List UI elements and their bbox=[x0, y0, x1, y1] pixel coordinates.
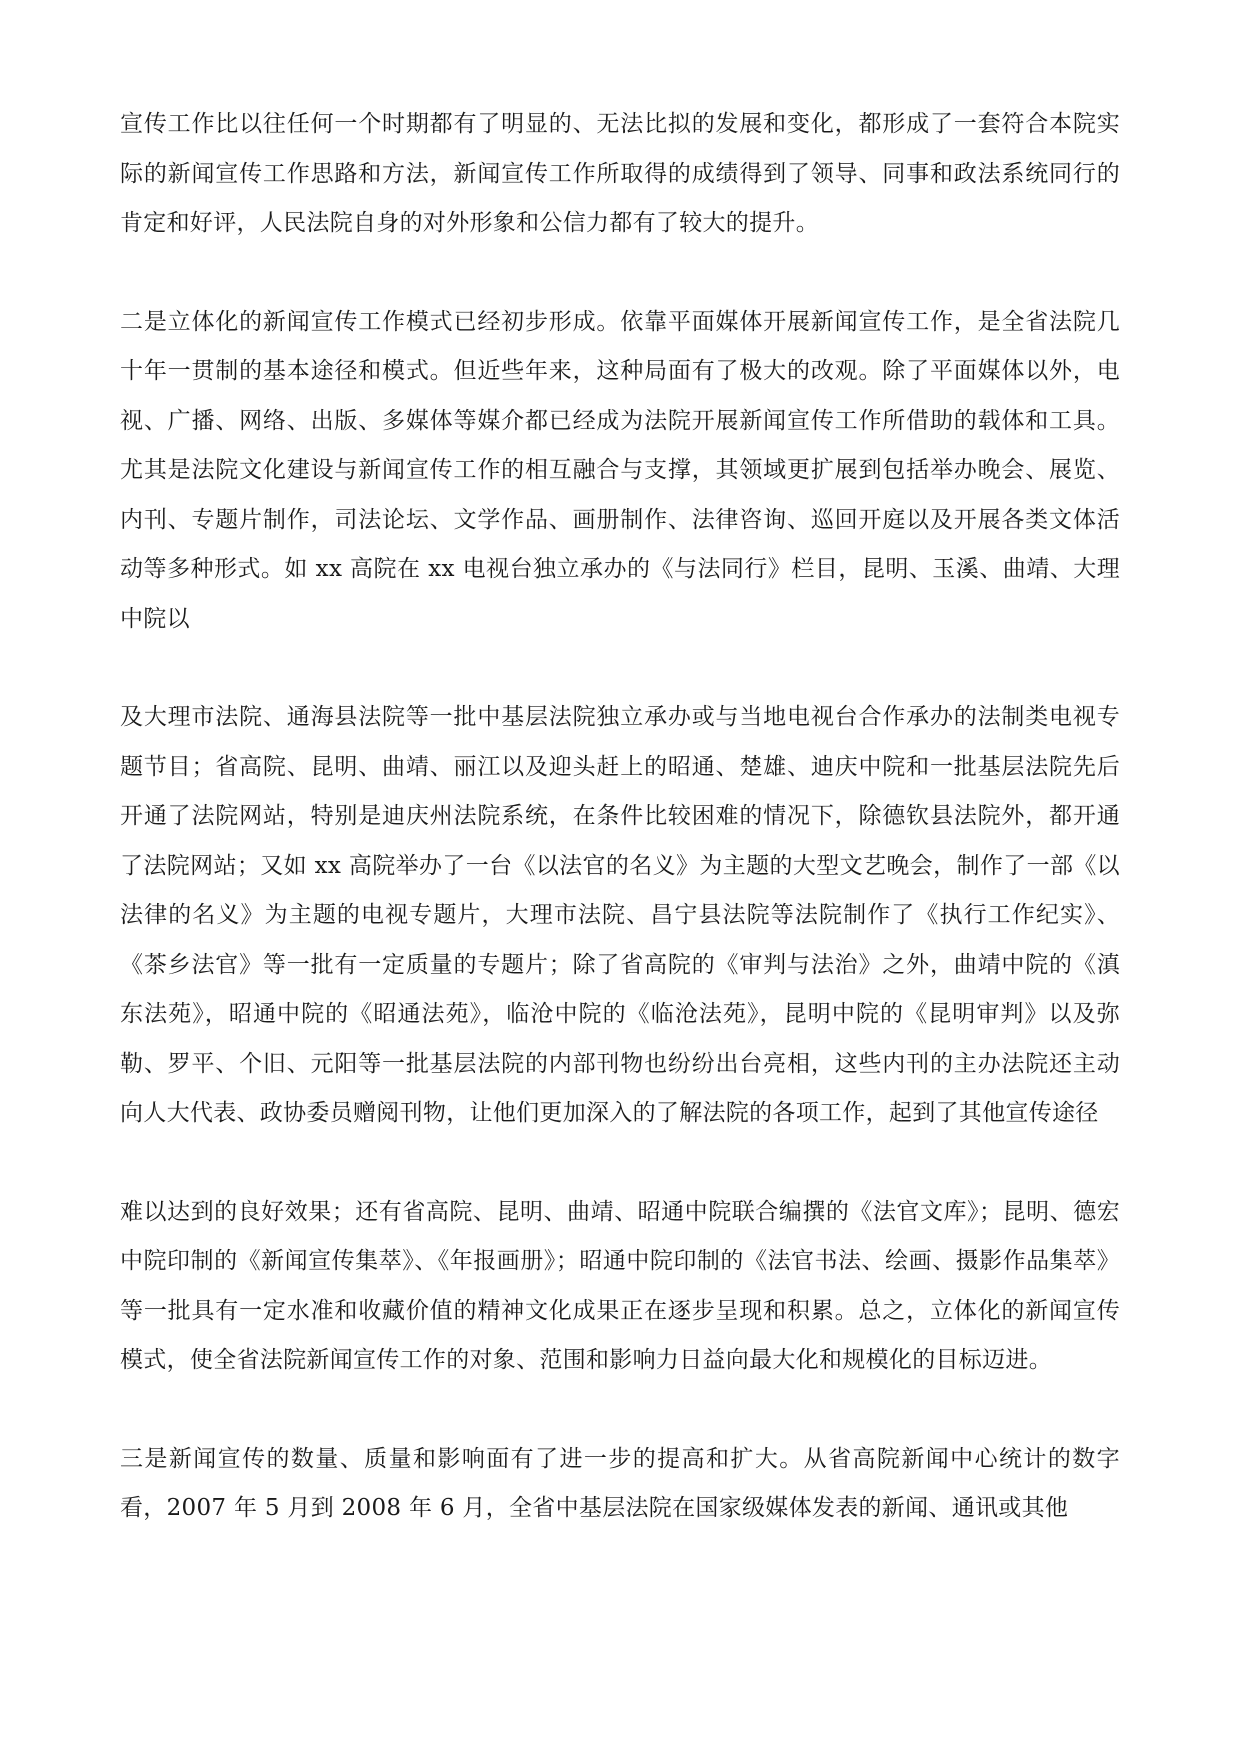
paragraph-3: 及大理市法院、通海县法院等一批中基层法院独立承办或与当地电视台合作承办的法制类电视专题节目；省高院、昆明、曲靖、丽江以及迎头赶上的昭通、楚雄、迪庆中院和一批基层法院先后开通了法院网站，特别是迪庆州法院系统，在条件比较困难的情况下，除德钦县法院外，都开通了法院网站；又如 xx 高院举办了一台《以法官的名义》为主题的大型文艺晚会，制作了一部《以法律的名义》为主题的电视专题片，大理市法院、昌宁县法院等法院制作了《执行工作纪实》、《茶乡法官》等一批有一定质量的专题片；除了省高院的《审判与法治》之外，曲靖中院的《滇东法苑》，昭通中院的《昭通法苑》，临沧中院的《临沧法苑》，昆明中院的《昆明审判》以及弥勒、罗平、个旧、元阳等一批基层法院的内部刊物也纷纷出台亮相，这些内刊的主办法院还主动向人大代表、政协委员赠阅刊物，让他们更加深入的了解法院的各项工作，起到了其他宣传途径 bbox=[120, 704, 1120, 1126]
paragraph-gap bbox=[120, 249, 1120, 298]
paragraph-5: 三是新闻宣传的数量、质量和影响面有了进一步的提高和扩大。从省高院新闻中心统计的数字看，2007 年 5 月到 2008 年 6 月，全省中基层法院在国家级媒体发表的新闻、通讯或其他 bbox=[120, 1445, 1120, 1521]
paragraph-gap bbox=[120, 1386, 1120, 1435]
paragraph-1: 宣传工作比以往任何一个时期都有了明显的、无法比拟的发展和变化，都形成了一套符合本院实际的新闻宣传工作思路和方法，新闻宣传工作所取得的成绩得到了领导、同事和政法系统同行的肯定和好评，人民法院自身的对外形象和公信力都有了较大的提升。 bbox=[120, 111, 1120, 236]
paragraph-2: 二是立体化的新闻宣传工作模式已经初步形成。依靠平面媒体开展新闻宣传工作，是全省法院几十年一贯制的基本途径和模式。但近些年来，这种局面有了极大的改观。除了平面媒体以外，电视、广播、网络、出版、多媒体等媒介都已经成为法院开展新闻宣传工作所借助的载体和工具。尤其是法院文化建设与新闻宣传工作的相互融合与支撑，其领域更扩展到包括举办晚会、展览、内刊、专题片制作，司法论坛、文学作品、画册制作、法律咨询、巡回开庭以及开展各类文体活动等多种形式。如 xx 高院在 xx 电视台独立承办的《与法同行》栏目，昆明、玉溪、曲靖、大理中院以 bbox=[120, 308, 1120, 632]
paragraph-4: 难以达到的良好效果；还有省高院、昆明、曲靖、昭通中院联合编撰的《法官文库》；昆明、德宏中院印制的《新闻宣传集萃》、《年报画册》；昭通中院印制的《法官书法、绘画、摄影作品集萃》等一批具有一定水准和收藏价值的精神文化成果正在逐步呈现和积累。总之，立体化的新闻宣传模式，使全省法院新闻宣传工作的对象、范围和影响力日益向最大化和规模化的目标迈进。 bbox=[120, 1198, 1120, 1373]
paragraph-gap bbox=[120, 644, 1120, 693]
document-body bbox=[120, 100, 1120, 1534]
paragraph-gap bbox=[120, 1139, 1120, 1188]
